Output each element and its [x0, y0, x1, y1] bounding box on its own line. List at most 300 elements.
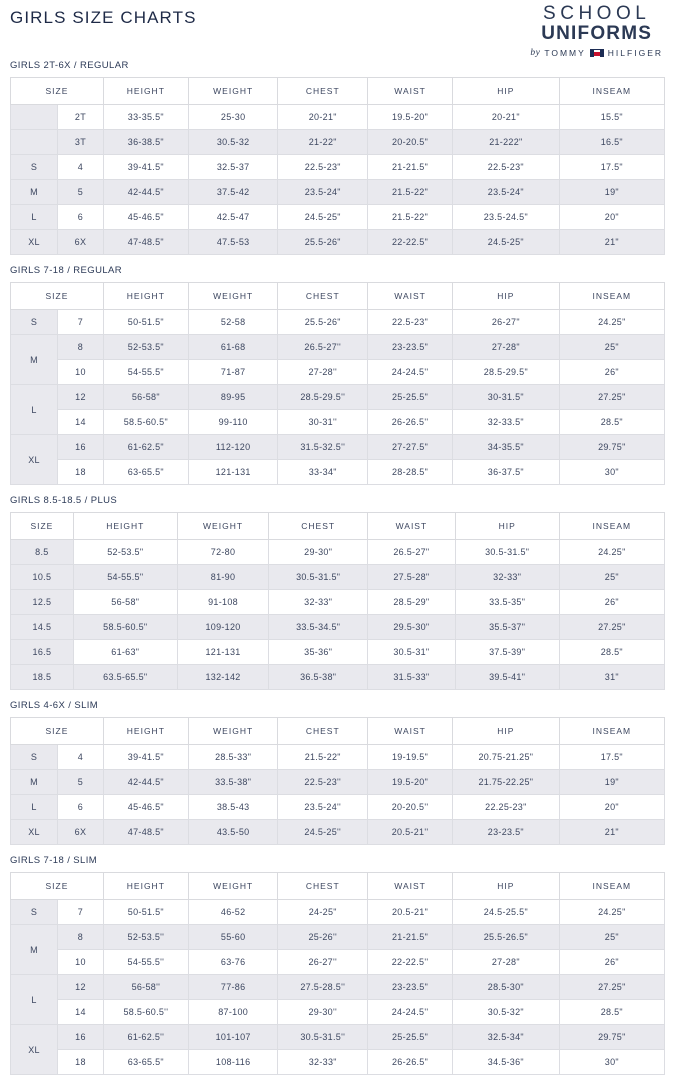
table-row — [11, 950, 665, 975]
header-row — [11, 718, 665, 745]
measurement-cell: 56-58" — [73, 590, 177, 615]
size-letter-cell: XL — [11, 230, 58, 255]
column-header: HEIGHT — [73, 513, 177, 540]
size-number-cell: 8 — [58, 335, 104, 360]
measurement-cell: 24.5-25'' — [278, 820, 368, 845]
table-row — [11, 460, 665, 485]
size-letter-cell: L — [11, 385, 58, 435]
size-letter-cell: XL — [11, 435, 58, 485]
measurement-cell: 30.5-31.5" — [455, 540, 559, 565]
measurement-cell: 121-131 — [177, 640, 269, 665]
size-number-cell: 7 — [58, 310, 104, 335]
measurement-cell: 25" — [559, 925, 664, 950]
page-title: GIRLS SIZE CHARTS — [10, 8, 197, 27]
measurement-cell: 37.5-42 — [188, 180, 278, 205]
column-header: WAIST — [368, 78, 453, 105]
size-letter-cell: M — [11, 335, 58, 385]
measurement-cell: 28.5-30" — [453, 975, 560, 1000]
measurement-cell: 54-55.5" — [73, 565, 177, 590]
measurement-cell: 33.5-35" — [455, 590, 559, 615]
measurement-cell: 63.5-65.5" — [73, 665, 177, 690]
column-header: CHEST — [278, 873, 368, 900]
measurement-cell: 21.5-22" — [368, 205, 453, 230]
measurement-cell: 20" — [559, 795, 664, 820]
measurement-cell: 33.5-34.5" — [269, 615, 368, 640]
size-number-cell: 5 — [58, 770, 104, 795]
size-letter-cell — [11, 105, 58, 130]
measurement-cell: 61-62.5" — [103, 435, 188, 460]
measurement-cell: 33.5-38" — [188, 770, 278, 795]
logo-brand-first: TOMMY — [544, 47, 586, 58]
size-tables — [10, 60, 665, 1075]
measurement-cell: 24.25" — [559, 540, 664, 565]
measurement-cell: 58.5-60.5" — [73, 615, 177, 640]
column-header: HEIGHT — [103, 718, 188, 745]
measurement-cell: 30" — [559, 1050, 664, 1075]
measurement-cell: 30-31'' — [278, 410, 368, 435]
measurement-cell: 23-23.5" — [368, 975, 453, 1000]
measurement-cell: 25.5-26" — [278, 310, 368, 335]
measurement-cell: 31" — [559, 665, 664, 690]
column-header: INSEAM — [559, 873, 664, 900]
column-header: CHEST — [278, 718, 368, 745]
measurement-cell: 61-68 — [188, 335, 278, 360]
measurement-cell: 21.5-22" — [368, 180, 453, 205]
size-letter-cell: L — [11, 205, 58, 230]
measurement-cell: 38.5-43 — [188, 795, 278, 820]
table-row — [11, 385, 665, 410]
measurement-cell: 32.5-34" — [453, 1025, 560, 1050]
measurement-cell: 26" — [559, 360, 664, 385]
column-header: SIZE — [11, 873, 104, 900]
logo-uniforms-text: UNIFORMS — [541, 22, 653, 44]
measurement-cell: 22-22.5'' — [368, 950, 453, 975]
measurement-cell: 21-22" — [278, 130, 368, 155]
measurement-cell: 21-21.5" — [368, 925, 453, 950]
measurement-cell: 52-53.5" — [73, 540, 177, 565]
brand-logo — [530, 4, 663, 58]
measurement-cell: 61-62.5'' — [103, 1025, 188, 1050]
measurement-cell: 25" — [559, 335, 664, 360]
measurement-cell: 19-19.5" — [368, 745, 453, 770]
size-letter-cell: S — [11, 745, 58, 770]
column-header: WEIGHT — [188, 718, 278, 745]
table-row — [11, 900, 665, 925]
measurement-cell: 30-31.5" — [453, 385, 560, 410]
measurement-cell: 32-33" — [455, 565, 559, 590]
measurement-cell: 23-23.5" — [453, 820, 560, 845]
table-row — [11, 1025, 665, 1050]
measurement-cell: 45-46.5" — [103, 205, 188, 230]
measurement-cell: 29.5-30" — [368, 615, 456, 640]
measurement-cell: 26" — [559, 590, 664, 615]
size-number-cell: 6 — [58, 795, 104, 820]
size-chart-label: GIRLS 7-18 / REGULAR — [10, 265, 123, 276]
measurement-cell: 63-65.5" — [103, 460, 188, 485]
size-letter-cell: XL — [11, 820, 58, 845]
measurement-cell: 24-24.5'' — [368, 1000, 453, 1025]
measurement-cell: 30.5-31.5" — [269, 565, 368, 590]
measurement-cell: 58.5-60.5'' — [103, 1000, 188, 1025]
measurement-cell: 34.5-36" — [453, 1050, 560, 1075]
measurement-cell: 33-34" — [278, 460, 368, 485]
measurement-cell: 24-25" — [278, 900, 368, 925]
measurement-cell: 20-21" — [453, 105, 560, 130]
measurement-cell: 21.5-22" — [278, 745, 368, 770]
size-chart-label: GIRLS 2T-6X / REGULAR — [10, 60, 129, 71]
measurement-cell: 28.5" — [559, 410, 664, 435]
measurement-cell: 31.5-32.5'' — [278, 435, 368, 460]
measurement-cell: 25.5-26" — [278, 230, 368, 255]
measurement-cell: 26-26.5" — [368, 1050, 453, 1075]
size-table — [10, 717, 665, 845]
measurement-cell: 132-142 — [177, 665, 269, 690]
measurement-cell: 23.5-24'' — [278, 795, 368, 820]
measurement-cell: 36.5-38" — [269, 665, 368, 690]
measurement-cell: 25.5-26.5" — [453, 925, 560, 950]
measurement-cell: 16.5" — [559, 130, 664, 155]
table-row — [11, 335, 665, 360]
measurement-cell: 42-44.5" — [103, 180, 188, 205]
measurement-cell: 25-26'' — [278, 925, 368, 950]
measurement-cell: 21" — [559, 230, 664, 255]
measurement-cell: 36-37.5" — [453, 460, 560, 485]
size-letter-cell: S — [11, 310, 58, 335]
size-chart-section — [10, 265, 665, 485]
column-header: WEIGHT — [188, 78, 278, 105]
measurement-cell: 32-33" — [278, 1050, 368, 1075]
measurement-cell: 26.5-27" — [368, 540, 456, 565]
size-letter-cell: S — [11, 155, 58, 180]
measurement-cell: 23-23.5" — [368, 335, 453, 360]
column-header: HIP — [455, 513, 559, 540]
measurement-cell: 26-27'' — [278, 950, 368, 975]
size-table — [10, 77, 665, 255]
column-header: HEIGHT — [103, 78, 188, 105]
size-number-cell: 14.5 — [11, 615, 74, 640]
size-chart-label: GIRLS 4-6X / SLIM — [10, 700, 99, 711]
table-row — [11, 435, 665, 460]
size-number-cell: 4 — [58, 155, 104, 180]
size-chart-section — [10, 60, 665, 255]
header-row — [11, 873, 665, 900]
table-row — [11, 360, 665, 385]
table-row — [11, 770, 665, 795]
logo-by-text: by — [530, 47, 541, 58]
measurement-cell: 22.5-23'' — [278, 770, 368, 795]
column-header: SIZE — [11, 718, 104, 745]
measurement-cell: 24.5-25.5" — [453, 900, 560, 925]
measurement-cell: 19.5-20" — [368, 105, 453, 130]
table-row — [11, 180, 665, 205]
measurement-cell: 23.5-24" — [453, 180, 560, 205]
measurement-cell: 35.5-37" — [455, 615, 559, 640]
measurement-cell: 20-20.5'' — [368, 795, 453, 820]
column-header: HIP — [453, 873, 560, 900]
measurement-cell: 21-21.5" — [368, 155, 453, 180]
measurement-cell: 23.5-24" — [278, 180, 368, 205]
column-header: INSEAM — [559, 718, 664, 745]
measurement-cell: 31.5-33" — [368, 665, 456, 690]
measurement-cell: 21" — [559, 820, 664, 845]
size-letter-cell: M — [11, 770, 58, 795]
measurement-cell: 42.5-47 — [188, 205, 278, 230]
measurement-cell: 20-20.5" — [368, 130, 453, 155]
measurement-cell: 29.75" — [559, 1025, 664, 1050]
measurement-cell: 22.5-23" — [368, 310, 453, 335]
measurement-cell: 22.25-23" — [453, 795, 560, 820]
measurement-cell: 27-28" — [453, 335, 560, 360]
measurement-cell: 32-33.5" — [453, 410, 560, 435]
column-header: WAIST — [368, 283, 453, 310]
table-row — [11, 130, 665, 155]
measurement-cell: 56-58'' — [103, 975, 188, 1000]
size-number-cell: 10.5 — [11, 565, 74, 590]
measurement-cell: 89-95 — [188, 385, 278, 410]
measurement-cell: 15.5" — [559, 105, 664, 130]
measurement-cell: 27-28'' — [278, 360, 368, 385]
measurement-cell: 20.75-21.25" — [453, 745, 560, 770]
table-row — [11, 540, 665, 565]
size-number-cell: 3T — [58, 130, 104, 155]
size-number-cell: 2T — [58, 105, 104, 130]
measurement-cell: 32-33" — [269, 590, 368, 615]
measurement-cell: 108-116 — [188, 1050, 278, 1075]
table-row — [11, 155, 665, 180]
size-number-cell: 12 — [58, 975, 104, 1000]
size-number-cell: 14 — [58, 1000, 104, 1025]
measurement-cell: 91-108 — [177, 590, 269, 615]
measurement-cell: 54-55.5" — [103, 360, 188, 385]
logo-byline — [530, 48, 663, 58]
measurement-cell: 30.5-31" — [368, 640, 456, 665]
measurement-cell: 28.5" — [559, 1000, 664, 1025]
table-row — [11, 640, 665, 665]
measurement-cell: 27.5-28.5'' — [278, 975, 368, 1000]
measurement-cell: 39-41.5" — [103, 745, 188, 770]
measurement-cell: 25-25.5" — [368, 385, 453, 410]
size-chart-section — [10, 855, 665, 1075]
measurement-cell: 24.5-25" — [278, 205, 368, 230]
measurement-cell: 42-44.5" — [103, 770, 188, 795]
column-header: WEIGHT — [188, 283, 278, 310]
size-chart-section — [10, 495, 665, 690]
header-row — [11, 513, 665, 540]
size-chart-section — [10, 700, 665, 845]
header-row — [11, 78, 665, 105]
column-header: SIZE — [11, 513, 74, 540]
tommy-hilfiger-flag-icon — [590, 49, 604, 57]
measurement-cell: 52-53.5'' — [103, 925, 188, 950]
size-letter-cell: L — [11, 975, 58, 1025]
logo-school-text: SCHOOL — [543, 3, 651, 24]
size-number-cell: 14 — [58, 410, 104, 435]
table-row — [11, 615, 665, 640]
measurement-cell: 47-48.5" — [103, 230, 188, 255]
column-header: WEIGHT — [177, 513, 269, 540]
size-number-cell: 10 — [58, 360, 104, 385]
measurement-cell: 47-48.5" — [103, 820, 188, 845]
measurement-cell: 27-28" — [453, 950, 560, 975]
measurement-cell: 27.25" — [559, 615, 664, 640]
column-header: HIP — [453, 718, 560, 745]
measurement-cell: 45-46.5" — [103, 795, 188, 820]
measurement-cell: 43.5-50 — [188, 820, 278, 845]
size-number-cell: 7 — [58, 900, 104, 925]
size-number-cell: 12 — [58, 385, 104, 410]
measurement-cell: 22.5-23" — [453, 155, 560, 180]
size-number-cell: 8 — [58, 925, 104, 950]
size-number-cell: 16.5 — [11, 640, 74, 665]
table-row — [11, 565, 665, 590]
measurement-cell: 55-60 — [188, 925, 278, 950]
measurement-cell: 26-26.5'' — [368, 410, 453, 435]
table-row — [11, 820, 665, 845]
measurement-cell: 87-100 — [188, 1000, 278, 1025]
measurement-cell: 25-25.5" — [368, 1025, 453, 1050]
measurement-cell: 19" — [559, 770, 664, 795]
table-row — [11, 205, 665, 230]
measurement-cell: 39-41.5" — [103, 155, 188, 180]
table-row — [11, 590, 665, 615]
table-row — [11, 105, 665, 130]
table-row — [11, 410, 665, 435]
table-row — [11, 925, 665, 950]
measurement-cell: 50-51.5" — [103, 310, 188, 335]
measurement-cell: 25-30 — [188, 105, 278, 130]
size-letter-cell: L — [11, 795, 58, 820]
column-header: SIZE — [11, 283, 104, 310]
size-letter-cell — [11, 130, 58, 155]
size-number-cell: 6X — [58, 820, 104, 845]
measurement-cell: 28.5-29.5" — [453, 360, 560, 385]
measurement-cell: 20.5-21" — [368, 900, 453, 925]
measurement-cell: 26-27" — [453, 310, 560, 335]
size-table — [10, 512, 665, 690]
measurement-cell: 54-55.5'' — [103, 950, 188, 975]
measurement-cell: 52-53.5" — [103, 335, 188, 360]
measurement-cell: 29-30'' — [278, 1000, 368, 1025]
table-row — [11, 665, 665, 690]
measurement-cell: 52-58 — [188, 310, 278, 335]
measurement-cell: 71-87 — [188, 360, 278, 385]
size-table — [10, 872, 665, 1075]
measurement-cell: 47.5-53 — [188, 230, 278, 255]
measurement-cell: 26.5-27'' — [278, 335, 368, 360]
measurement-cell: 72-80 — [177, 540, 269, 565]
measurement-cell: 32.5-37 — [188, 155, 278, 180]
measurement-cell: 39.5-41" — [455, 665, 559, 690]
measurement-cell: 24.25" — [559, 310, 664, 335]
size-number-cell: 8.5 — [11, 540, 74, 565]
measurement-cell: 63-65.5" — [103, 1050, 188, 1075]
size-number-cell: 18 — [58, 1050, 104, 1075]
measurement-cell: 24.5-25" — [453, 230, 560, 255]
size-number-cell: 10 — [58, 950, 104, 975]
size-number-cell: 16 — [58, 1025, 104, 1050]
column-header: INSEAM — [559, 78, 664, 105]
page-header — [10, 3, 665, 58]
column-header: CHEST — [269, 513, 368, 540]
measurement-cell: 22-22.5" — [368, 230, 453, 255]
size-table — [10, 282, 665, 485]
size-number-cell: 18.5 — [11, 665, 74, 690]
column-header: HIP — [453, 283, 560, 310]
column-header: INSEAM — [559, 513, 664, 540]
measurement-cell: 21-222" — [453, 130, 560, 155]
measurement-cell: 20.5-21'' — [368, 820, 453, 845]
measurement-cell: 77-86 — [188, 975, 278, 1000]
measurement-cell: 28.5-29" — [368, 590, 456, 615]
column-header: CHEST — [278, 283, 368, 310]
measurement-cell: 22.5-23" — [278, 155, 368, 180]
column-header: HEIGHT — [103, 873, 188, 900]
size-number-cell: 12.5 — [11, 590, 74, 615]
column-header: SIZE — [11, 78, 104, 105]
measurement-cell: 27.25" — [559, 385, 664, 410]
measurement-cell: 30.5-32 — [188, 130, 278, 155]
measurement-cell: 46-52 — [188, 900, 278, 925]
size-letter-cell: S — [11, 900, 58, 925]
measurement-cell: 20" — [559, 205, 664, 230]
measurement-cell: 61-63" — [73, 640, 177, 665]
column-header: WAIST — [368, 513, 456, 540]
measurement-cell: 17.5" — [559, 745, 664, 770]
measurement-cell: 27.5-28" — [368, 565, 456, 590]
measurement-cell: 28.5-29.5'' — [278, 385, 368, 410]
column-header: CHEST — [278, 78, 368, 105]
measurement-cell: 35-36" — [269, 640, 368, 665]
size-chart-label: GIRLS 8.5-18.5 / PLUS — [10, 495, 118, 506]
column-header: WEIGHT — [188, 873, 278, 900]
size-number-cell: 18 — [58, 460, 104, 485]
measurement-cell: 101-107 — [188, 1025, 278, 1050]
column-header: INSEAM — [559, 283, 664, 310]
table-row — [11, 1000, 665, 1025]
measurement-cell: 30.5-31.5'' — [278, 1025, 368, 1050]
measurement-cell: 36-38.5" — [103, 130, 188, 155]
table-row — [11, 975, 665, 1000]
size-number-cell: 5 — [58, 180, 104, 205]
measurement-cell: 29.75" — [559, 435, 664, 460]
measurement-cell: 29-30" — [269, 540, 368, 565]
size-number-cell: 6X — [58, 230, 104, 255]
size-number-cell: 16 — [58, 435, 104, 460]
measurement-cell: 24-24.5'' — [368, 360, 453, 385]
measurement-cell: 30.5-32" — [453, 1000, 560, 1025]
measurement-cell: 30" — [559, 460, 664, 485]
column-header: WAIST — [368, 873, 453, 900]
measurement-cell: 56-58" — [103, 385, 188, 410]
measurement-cell: 81-90 — [177, 565, 269, 590]
table-row — [11, 745, 665, 770]
measurement-cell: 37.5-39" — [455, 640, 559, 665]
size-letter-cell: M — [11, 180, 58, 205]
table-row — [11, 1050, 665, 1075]
measurement-cell: 109-120 — [177, 615, 269, 640]
measurement-cell: 99-110 — [188, 410, 278, 435]
measurement-cell: 17.5" — [559, 155, 664, 180]
column-header: WAIST — [368, 718, 453, 745]
measurement-cell: 50-51.5" — [103, 900, 188, 925]
measurement-cell: 33-35.5" — [103, 105, 188, 130]
table-row — [11, 795, 665, 820]
header-row — [11, 283, 665, 310]
measurement-cell: 27.25" — [559, 975, 664, 1000]
measurement-cell: 19" — [559, 180, 664, 205]
logo-brand-last: HILFIGER — [607, 47, 663, 58]
measurement-cell: 28-28.5" — [368, 460, 453, 485]
